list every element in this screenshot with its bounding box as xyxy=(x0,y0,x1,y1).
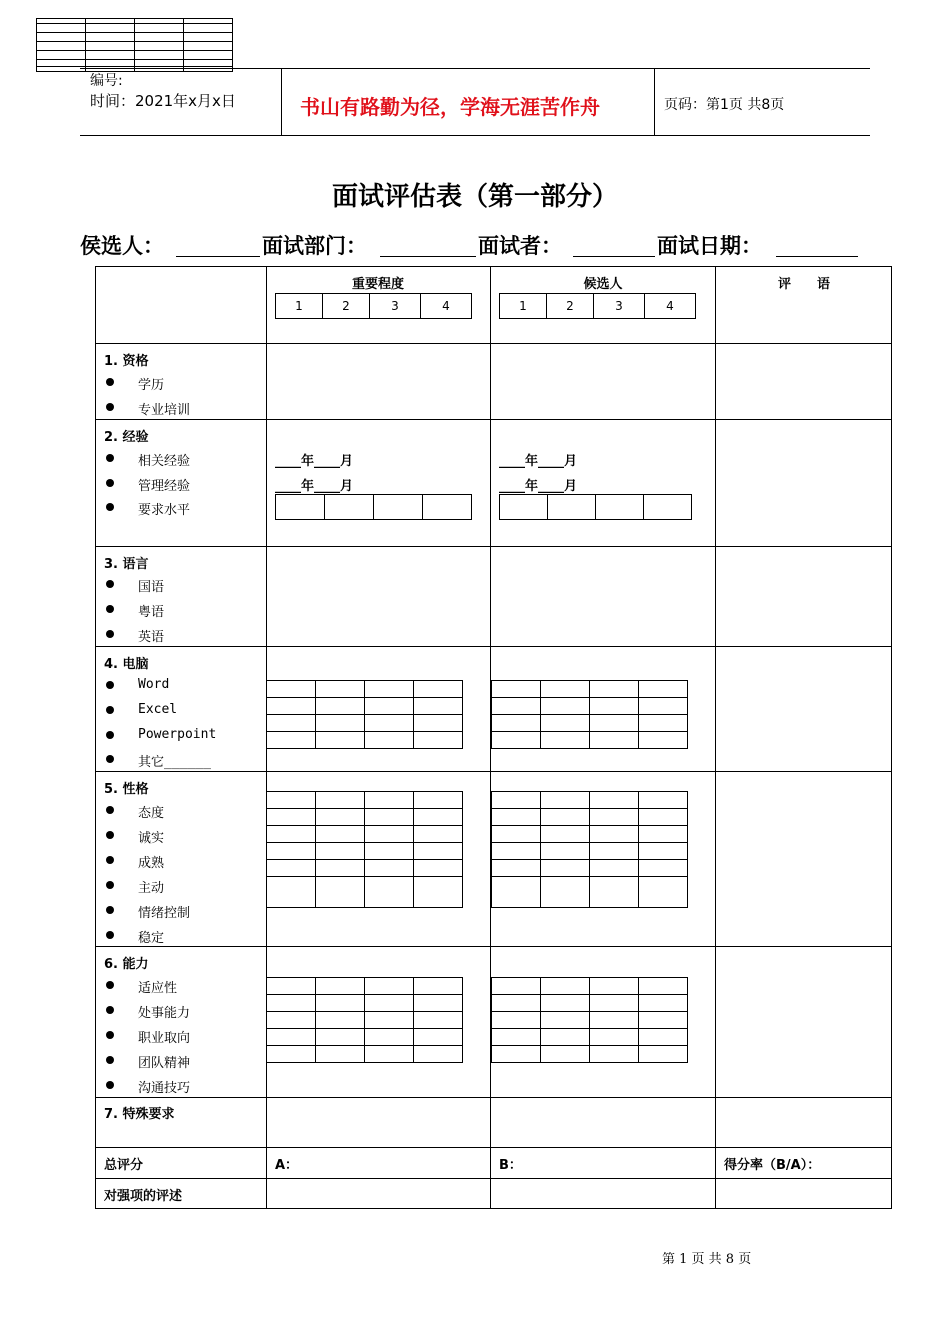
rating-grid xyxy=(266,791,463,908)
scale-3[interactable]: 3 xyxy=(594,294,645,319)
list-item: 团队精神 xyxy=(138,1056,191,1071)
rating-grid xyxy=(491,791,688,908)
section-title: 6. 能力 xyxy=(104,957,149,972)
number-label: 编号: xyxy=(90,73,123,89)
department-label: 面试部门： xyxy=(262,234,367,258)
row-divider xyxy=(95,946,892,947)
score-b-label[interactable]: B： xyxy=(499,1158,522,1173)
comments-header: 评 语 xyxy=(777,277,830,292)
bullet-icon xyxy=(106,403,114,411)
bullet-icon xyxy=(106,681,114,689)
rating-grid xyxy=(266,680,463,749)
section-title: 1. 资格 xyxy=(104,354,149,369)
section-title: 4. 电脑 xyxy=(104,657,149,672)
strengths-label: 对强项的评述 xyxy=(104,1189,183,1204)
header-divider-right xyxy=(654,68,655,136)
scale-2[interactable]: 2 xyxy=(323,294,370,319)
bullet-icon xyxy=(106,1056,114,1064)
list-item: 主动 xyxy=(138,881,165,896)
importance-scale xyxy=(275,293,472,319)
list-item: Word xyxy=(138,677,170,692)
list-item: 其它______ xyxy=(138,755,211,770)
list-item: 粤语 xyxy=(138,605,165,620)
level-grid xyxy=(275,494,472,520)
score-a-label[interactable]: A： xyxy=(275,1158,299,1173)
row-divider xyxy=(95,1147,892,1148)
rating-grid xyxy=(266,977,463,1063)
list-item: 处事能力 xyxy=(138,1006,191,1021)
time-label: 时间：2021年x月x日 xyxy=(90,92,236,110)
bullet-icon xyxy=(106,503,114,511)
rating-grid xyxy=(491,977,688,1063)
col-divider-3 xyxy=(715,266,716,1209)
scale-4[interactable]: 4 xyxy=(645,294,696,319)
header-decoration-grid xyxy=(36,18,233,72)
department-field[interactable] xyxy=(380,256,476,257)
candidate-header: 候选人 xyxy=(583,277,623,292)
date-field[interactable] xyxy=(776,256,858,257)
bullet-icon xyxy=(106,454,114,462)
list-item: 情绪控制 xyxy=(138,906,191,921)
bullet-icon xyxy=(106,755,114,763)
list-item: 学历 xyxy=(138,378,165,393)
candidate-field[interactable] xyxy=(176,256,260,257)
year-month-field[interactable]: ____年____月 xyxy=(499,454,578,469)
list-item: Powerpoint xyxy=(138,727,217,742)
scale-1[interactable]: 1 xyxy=(500,294,547,319)
bullet-icon xyxy=(106,906,114,914)
header-divider-left xyxy=(281,68,282,136)
importance-header: 重要程度 xyxy=(351,277,404,292)
scale-1[interactable]: 1 xyxy=(276,294,323,319)
list-item: 稳定 xyxy=(138,931,165,946)
section-title: 7. 特殊要求 xyxy=(104,1107,175,1122)
row-divider xyxy=(95,1178,892,1179)
bullet-icon xyxy=(106,1006,114,1014)
bullet-icon xyxy=(106,1081,114,1089)
bullet-icon xyxy=(106,1031,114,1039)
score-rate-label[interactable]: 得分率（B/A）： xyxy=(724,1158,821,1173)
bullet-icon xyxy=(106,931,114,939)
header-bottom-rule xyxy=(80,135,870,136)
bullet-icon xyxy=(106,856,114,864)
date-label: 面试日期： xyxy=(657,234,762,258)
row-divider xyxy=(95,419,892,420)
row-divider xyxy=(95,771,892,772)
page-title: 面试评估表（第一部分） xyxy=(331,182,618,212)
list-item: 态度 xyxy=(138,806,165,821)
bullet-icon xyxy=(106,605,114,613)
list-item: Excel xyxy=(138,702,178,717)
section-title: 2. 经验 xyxy=(104,430,149,445)
level-grid xyxy=(499,494,692,520)
list-item: 管理经验 xyxy=(138,479,191,494)
bullet-icon xyxy=(106,706,114,714)
list-item: 英语 xyxy=(138,630,165,645)
bullet-icon xyxy=(106,630,114,638)
section-title: 3. 语言 xyxy=(104,557,149,572)
row-divider xyxy=(95,646,892,647)
scale-3[interactable]: 3 xyxy=(370,294,421,319)
list-item: 要求水平 xyxy=(138,503,191,518)
scale-2[interactable]: 2 xyxy=(547,294,594,319)
list-item: 诚实 xyxy=(138,831,165,846)
year-month-field[interactable]: ____年____月 xyxy=(275,454,354,469)
list-item: 沟通技巧 xyxy=(138,1081,191,1096)
bullet-icon xyxy=(106,479,114,487)
row-divider xyxy=(95,546,892,547)
list-item: 专业培训 xyxy=(138,403,191,418)
bullet-icon xyxy=(106,831,114,839)
list-item: 成熟 xyxy=(138,856,165,871)
list-item: 职业取向 xyxy=(138,1031,191,1046)
page-label: 页码：第1页 共8页 xyxy=(664,97,785,113)
list-item: 适应性 xyxy=(138,981,178,996)
page-footer: 第 1 页 共 8 页 xyxy=(662,1252,752,1267)
bullet-icon xyxy=(106,378,114,386)
year-month-field[interactable]: ____年____月 xyxy=(499,479,578,494)
bullet-icon xyxy=(106,806,114,814)
list-item: 国语 xyxy=(138,580,165,595)
candidate-scale xyxy=(499,293,696,319)
bullet-icon xyxy=(106,580,114,588)
candidate-label: 侯选人： xyxy=(80,234,164,258)
rating-grid xyxy=(491,680,688,749)
bullet-icon xyxy=(106,981,114,989)
year-month-field[interactable]: ____年____月 xyxy=(275,479,354,494)
section-title: 5. 性格 xyxy=(104,782,149,797)
bullet-icon xyxy=(106,731,114,739)
header-top-rule xyxy=(80,68,870,69)
row-divider xyxy=(95,343,892,344)
row-divider xyxy=(95,1097,892,1098)
bullet-icon xyxy=(106,881,114,889)
total-score-label: 总评分 xyxy=(104,1158,144,1173)
scale-4[interactable]: 4 xyxy=(421,294,472,319)
motto: 书山有路勤为径，学海无涯苦作舟 xyxy=(300,95,600,119)
interviewer-label: 面试者： xyxy=(478,234,562,258)
list-item: 相关经验 xyxy=(138,454,191,469)
interviewer-field[interactable] xyxy=(573,256,655,257)
